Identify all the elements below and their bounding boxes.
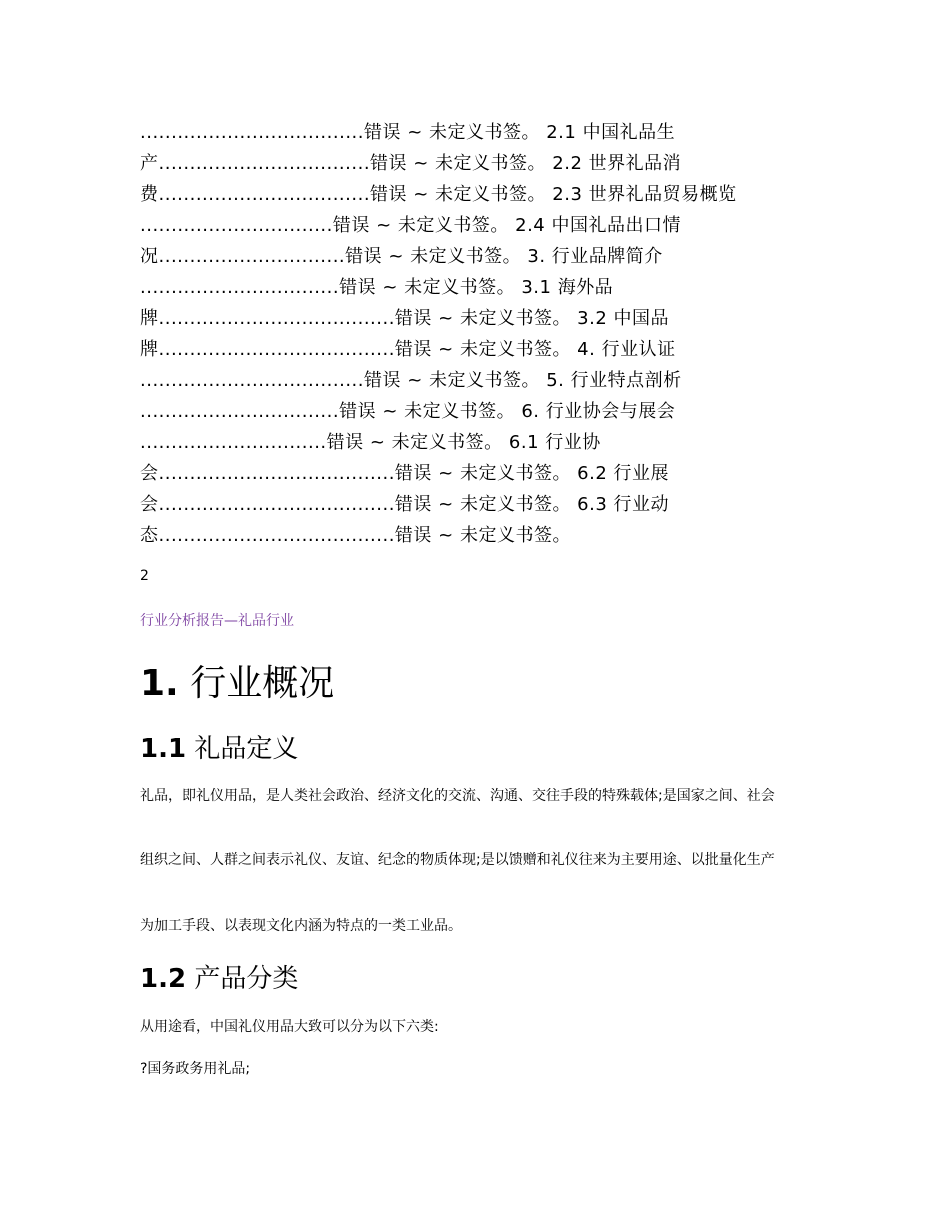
paragraph: 从用途看，中国礼仪用品大致可以分为以下六类:: [140, 1019, 439, 1035]
running-header: 行业分析报告—礼品行业: [140, 613, 294, 629]
toc-line[interactable]: ...............................错误 ~ 未定义书签。 2.4 中国礼品出口情: [140, 215, 681, 236]
toc-line[interactable]: ....................................错误 ~ 未定义书签。 2.1 中国礼品生: [140, 122, 676, 143]
section-number: 1.2: [140, 964, 187, 994]
toc-line[interactable]: 牌......................................错误 ~ 未定义书签。 3.2 中国品: [140, 308, 670, 329]
table-of-contents: [140, 117, 840, 551]
section-1-1-heading: [140, 732, 298, 766]
toc-line[interactable]: 费..................................错误 ~ 未定义书签。 2.3 世界礼品贸易概览: [140, 184, 737, 205]
toc-line[interactable]: 会......................................错误 ~ 未定义书签。 6.2 行业展: [140, 463, 670, 484]
section-title: 行业概况: [190, 663, 335, 704]
toc-line[interactable]: ................................错误 ~ 未定义书签。 3.1 海外品: [140, 277, 614, 298]
toc-line[interactable]: ................................错误 ~ 未定义书签。 6. 行业协会与展会: [140, 401, 676, 422]
section-title: 产品分类: [194, 964, 299, 994]
toc-line[interactable]: 牌......................................错误 ~ 未定义书签。 4. 行业认证: [140, 339, 676, 360]
toc-line[interactable]: ..............................错误 ~ 未定义书签。 6.1 行业协: [140, 432, 601, 453]
section-title: 礼品定义: [194, 734, 299, 764]
page-number: 2: [140, 568, 149, 584]
section-number: 1.1: [140, 734, 187, 764]
toc-line[interactable]: 态......................................错误 ~ 未定义书签。: [140, 525, 571, 546]
toc-line[interactable]: ....................................错误 ~ 未定义书签。 5. 行业特点剖析: [140, 370, 682, 391]
paragraph: 为加工手段、以表现文化内涵为特点的一类工业品。: [140, 918, 462, 934]
toc-line[interactable]: 会......................................错误 ~ 未定义书签。 6.3 行业动: [140, 494, 670, 515]
list-item: ?国务政务用礼品;: [140, 1061, 251, 1077]
section-1-heading: [140, 660, 334, 708]
section-number: 1.: [140, 663, 179, 704]
section-1-2-heading: [140, 962, 298, 996]
paragraph: 礼品，即礼仪用品，是人类社会政治、经济文化的交流、沟通、交往手段的特殊载体;是国家之间、社会: [140, 788, 775, 804]
toc-line[interactable]: 产..................................错误 ~ 未定义书签。 2.2 世界礼品消: [140, 153, 682, 174]
paragraph: 组织之间、人群之间表示礼仪、友谊、纪念的物质体现;是以馈赠和礼仪往来为主要用途、以批量化生产: [140, 852, 775, 868]
toc-line[interactable]: 况..............................错误 ~ 未定义书签。 3. 行业品牌简介: [140, 246, 663, 267]
